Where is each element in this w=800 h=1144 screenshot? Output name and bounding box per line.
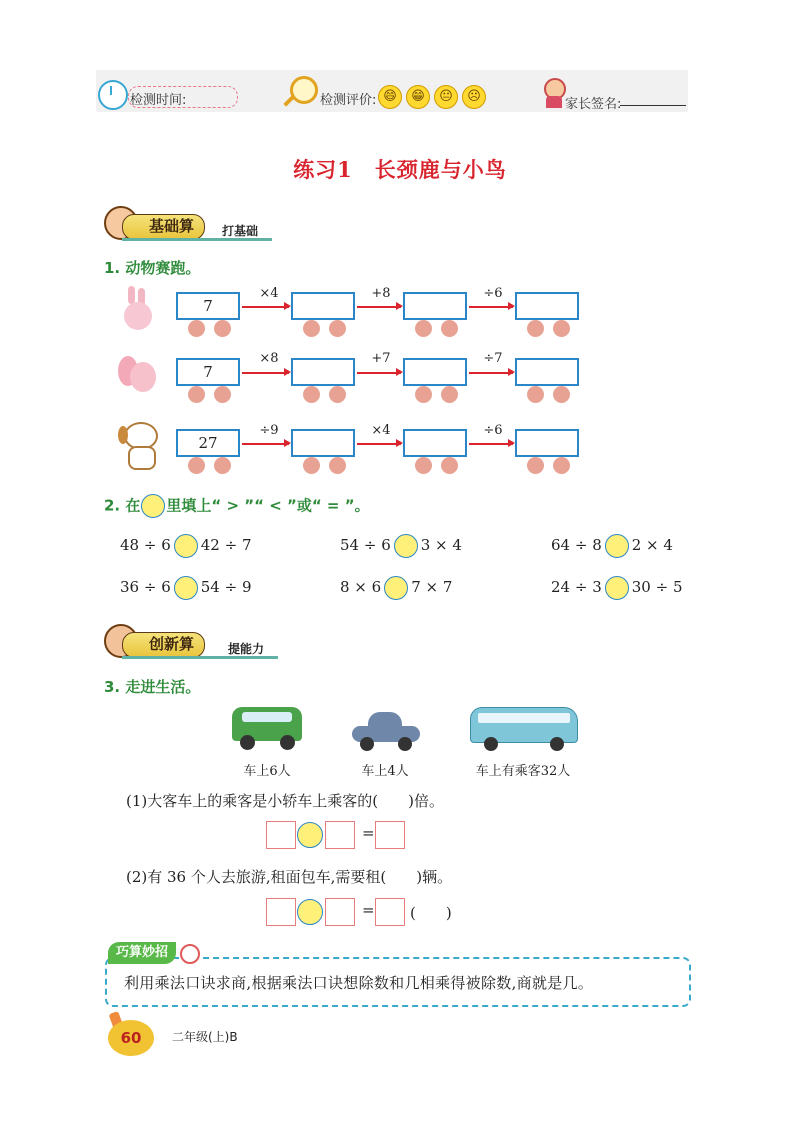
answer-circle[interactable] [384, 576, 408, 600]
compare-item [551, 576, 683, 600]
wheel [188, 386, 205, 403]
page-number: 60 [108, 1020, 154, 1056]
train-car-blank[interactable] [515, 358, 579, 386]
compare-right: 42 ÷ 7 [200, 536, 252, 554]
operator-label: +8 [371, 286, 391, 301]
answer-circle[interactable] [174, 534, 198, 558]
answer-circle[interactable] [297, 899, 323, 925]
operator-label: ÷6 [483, 286, 503, 301]
minivan-window [242, 712, 292, 722]
rabbit-ear [128, 286, 135, 304]
wheel [441, 320, 458, 337]
compare-left: 8 × 6 [340, 578, 382, 596]
train-car-start: 27 [176, 429, 240, 457]
arrow-connector [242, 372, 289, 374]
q3-part1: (1)大客车上的乘客是小轿车上乘客的( )倍。 [126, 792, 444, 810]
answer-box[interactable] [325, 821, 355, 849]
wheel [188, 320, 205, 337]
wheel [527, 457, 544, 474]
dog-ear [118, 426, 128, 444]
train-car-blank[interactable] [403, 429, 467, 457]
rabbit-icon [118, 286, 158, 330]
train-car-start: 7 [176, 358, 240, 386]
sign-field[interactable] [620, 105, 686, 106]
answer-box[interactable] [266, 821, 296, 849]
train-car-blank[interactable] [403, 358, 467, 386]
q3-part2: (2)有 36 个人去旅游,租面包车,需要租( )辆。 [126, 868, 453, 886]
section-sub-advanced: 提能力 [228, 642, 265, 656]
tip-label: 巧算妙招 [108, 942, 176, 964]
wheel [360, 737, 374, 751]
eval-label: 检测评价: [320, 93, 377, 108]
wheel [214, 386, 231, 403]
wheel [415, 320, 432, 337]
compare-right: 30 ÷ 5 [631, 578, 683, 596]
vehicle-caption: 车上有乘客32人 [475, 764, 571, 779]
q1-number: 1. [104, 259, 121, 277]
wheel [280, 735, 295, 750]
q3-number: 3. [104, 678, 121, 696]
page-title: 练习1 长颈鹿与小鸟 [293, 157, 507, 182]
answer-circle[interactable] [174, 576, 198, 600]
wheel [550, 737, 564, 751]
wheel [527, 386, 544, 403]
operator-label: ÷7 [483, 351, 503, 366]
clock-hand [110, 86, 112, 95]
q3-text: 走进生活。 [125, 678, 201, 696]
arrow-connector [469, 372, 513, 374]
operator-label: ÷6 [483, 423, 503, 438]
compare-right: 3 × 4 [420, 536, 462, 554]
compare-right: 54 ÷ 9 [200, 578, 252, 596]
compare-item [551, 534, 673, 558]
train-car-blank[interactable] [515, 292, 579, 320]
wheel [527, 320, 544, 337]
q2-text-after: 里填上“ > ”“ < ”或“ = ”。 [166, 496, 370, 515]
unit-blank[interactable]: ( ) [410, 904, 452, 922]
equals-sign: = [362, 824, 375, 842]
answer-box[interactable] [375, 821, 405, 849]
answer-box[interactable] [266, 898, 296, 926]
wheel [329, 457, 346, 474]
squirrel-icon [118, 352, 158, 396]
vehicle-caption: 车上4人 [361, 764, 409, 779]
time-label: 检测时间: [130, 93, 187, 108]
footer-grade: 二年级(上)B [172, 1030, 238, 1044]
squirrel-body [130, 362, 156, 392]
q1-heading [104, 257, 200, 278]
vehicle-caption: 车上6人 [243, 764, 291, 779]
wheel [303, 457, 320, 474]
bus-icon [470, 705, 578, 751]
equals-sign: = [362, 901, 375, 919]
train-car-blank[interactable] [515, 429, 579, 457]
arrow-connector [357, 306, 401, 308]
answer-circle[interactable] [605, 534, 629, 558]
section-underline [122, 656, 278, 659]
answer-circle[interactable] [297, 822, 323, 848]
train-car-blank[interactable] [291, 429, 355, 457]
q2-heading [104, 494, 370, 518]
operator-label: ×4 [259, 286, 279, 301]
arrow-connector [469, 443, 513, 445]
train-car-start: 7 [176, 292, 240, 320]
train-car-blank[interactable] [291, 292, 355, 320]
answer-box[interactable] [325, 898, 355, 926]
arrow-connector [242, 443, 289, 445]
wheel [484, 737, 498, 751]
answer-circle-sample [141, 494, 165, 518]
dog-icon [118, 420, 158, 464]
section-underline [122, 238, 272, 241]
minivan-icon [232, 703, 302, 751]
q2-text-before: 在 [125, 496, 141, 515]
answer-circle[interactable] [605, 576, 629, 600]
wheel [329, 386, 346, 403]
wheel [553, 386, 570, 403]
clock-badge-icon [180, 944, 200, 964]
wheel [329, 320, 346, 337]
arrow-connector [469, 306, 513, 308]
compare-item [340, 534, 462, 558]
compare-left: 48 ÷ 6 [120, 536, 171, 554]
grinning-face-icon[interactable]: 😁 [406, 85, 430, 109]
wheel [415, 386, 432, 403]
wheel [398, 737, 412, 751]
operator-label: ÷9 [259, 423, 279, 438]
arrow-connector [357, 372, 401, 374]
car-icon [352, 710, 420, 752]
wheel [553, 457, 570, 474]
parent-body [546, 96, 562, 108]
wheel [415, 457, 432, 474]
operator-label: ×8 [259, 351, 279, 366]
wheel [441, 457, 458, 474]
magnifier-icon [290, 76, 318, 104]
bus-windows [478, 713, 570, 723]
wheel [214, 320, 231, 337]
wheel [214, 457, 231, 474]
compare-right: 2 × 4 [631, 536, 673, 554]
train-car-blank[interactable] [291, 358, 355, 386]
wheel [303, 320, 320, 337]
compare-item [120, 576, 252, 600]
section-badge-basic: 基础算 [122, 214, 205, 240]
arrow-connector [357, 443, 401, 445]
train-car-blank[interactable] [403, 292, 467, 320]
section-badge-advanced: 创新算 [122, 632, 205, 658]
wheel [553, 320, 570, 337]
compare-left: 24 ÷ 3 [551, 578, 602, 596]
sad-face-icon[interactable]: ☹ [462, 85, 486, 109]
operator-label: +7 [371, 351, 391, 366]
operator-label: ×4 [371, 423, 391, 438]
arrow-connector [242, 306, 289, 308]
q2-number: 2. [104, 496, 121, 515]
rabbit-body [124, 302, 152, 330]
answer-circle[interactable] [394, 534, 418, 558]
q3-heading [104, 676, 200, 697]
dog-body [128, 446, 156, 470]
wheel [188, 457, 205, 474]
compare-right: 7 × 7 [411, 578, 453, 596]
compare-left: 54 ÷ 6 [340, 536, 391, 554]
wheel [441, 386, 458, 403]
section-sub-basic: 打基础 [222, 224, 259, 238]
compare-left: 36 ÷ 6 [120, 578, 171, 596]
wheel [303, 386, 320, 403]
sign-label: 家长签名: [565, 97, 622, 112]
compare-item [340, 576, 452, 600]
answer-box[interactable] [375, 898, 405, 926]
compare-left: 64 ÷ 8 [551, 536, 602, 554]
clock-icon [98, 80, 128, 110]
compare-item [120, 534, 252, 558]
tip-text: 利用乘法口诀求商,根据乘法口诀想除数和几相乘得被除数,商就是几。 [124, 974, 594, 992]
laughing-face-icon[interactable]: 😄 [378, 85, 402, 109]
neutral-face-icon[interactable]: 😐 [434, 85, 458, 109]
wheel [240, 735, 255, 750]
q1-text: 动物赛跑。 [125, 259, 201, 277]
